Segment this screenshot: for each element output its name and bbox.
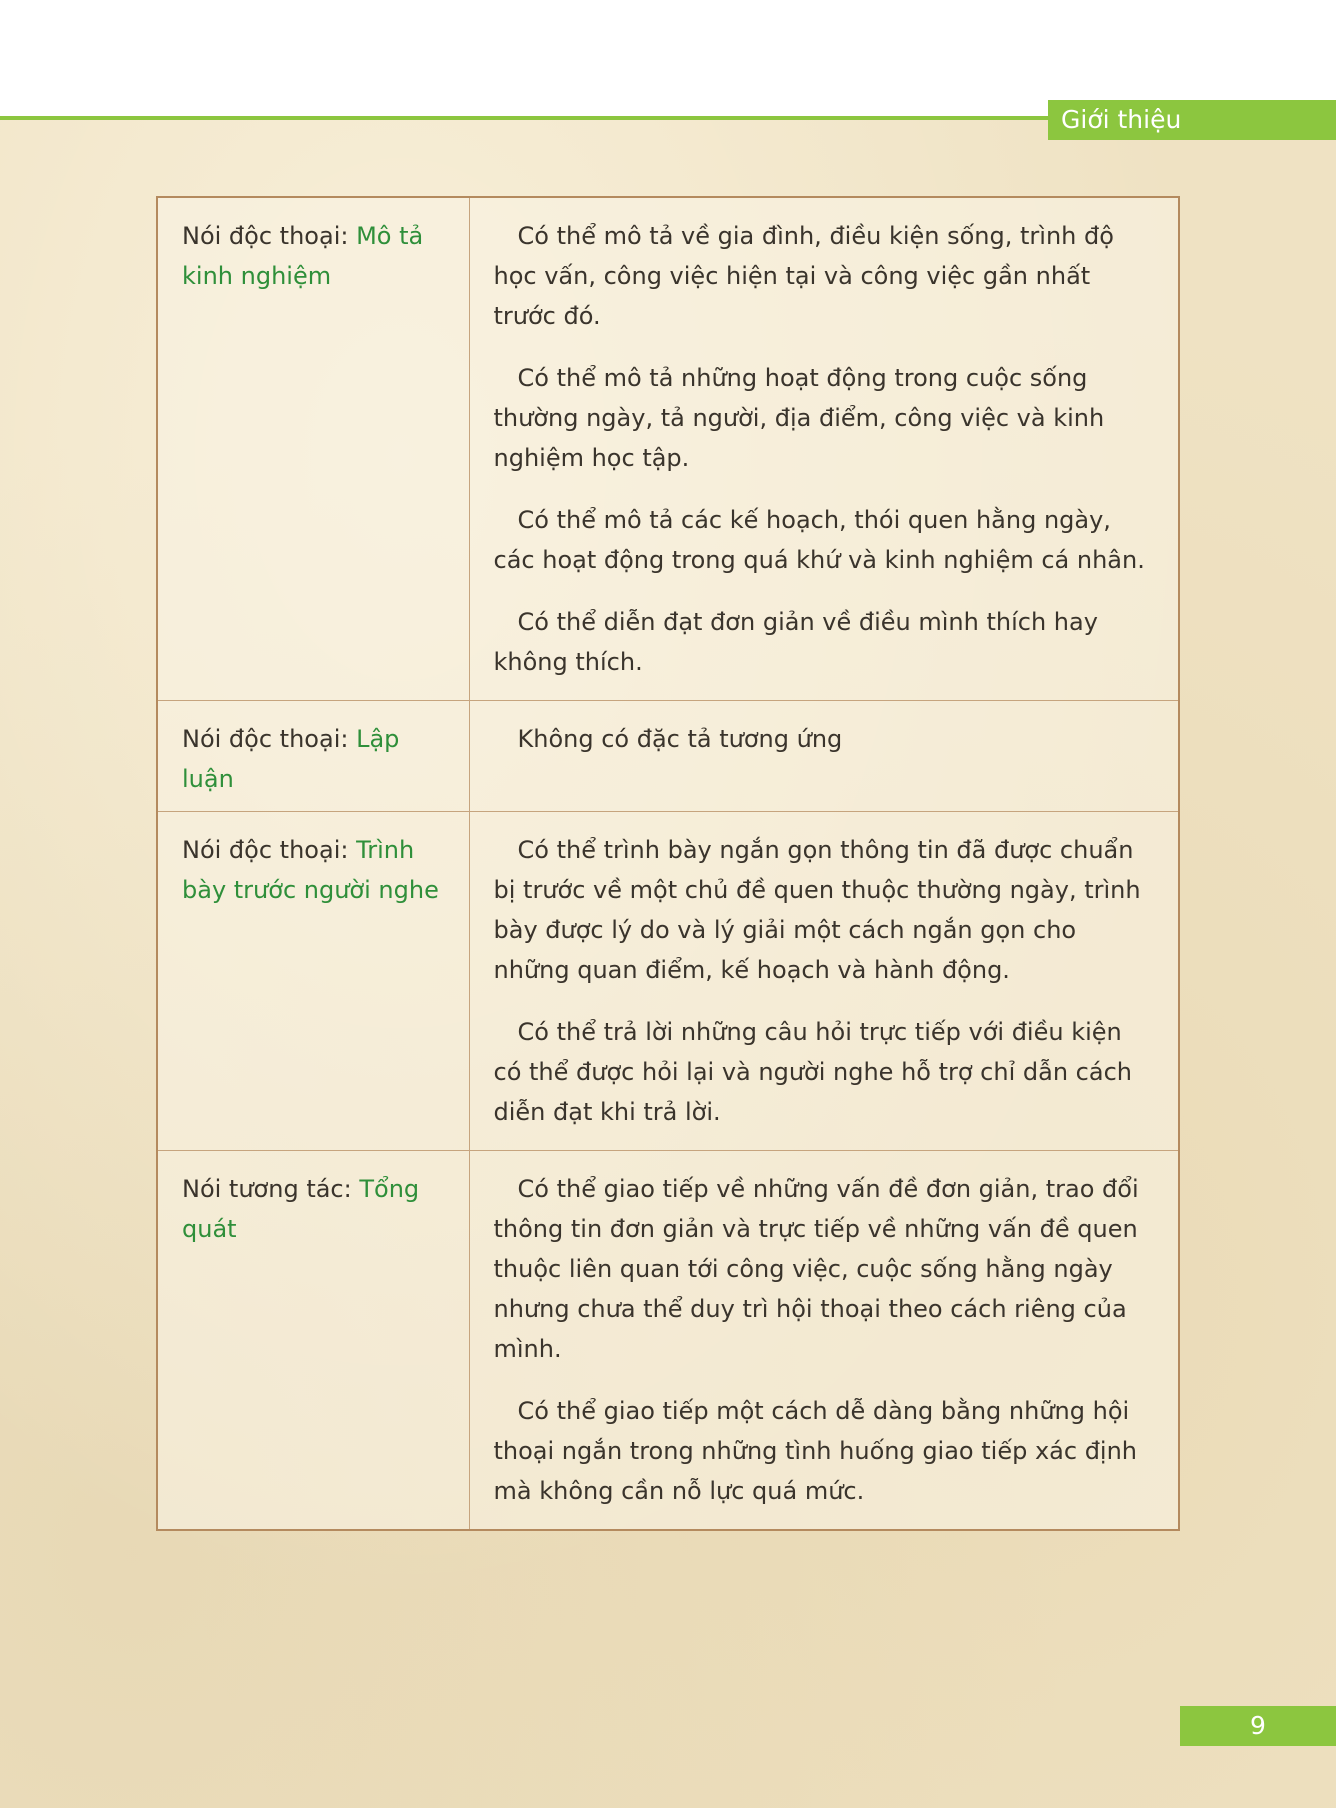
label-highlight: Mô tả kinh nghiệm — [182, 222, 424, 290]
description-paragraph: Có thể mô tả về gia đình, điều kiện sống, trình độ học vấn, công việc hiện tại và công việc gần nhất trước đó. — [493, 222, 1114, 330]
row-label — [157, 812, 469, 1151]
label-prefix: Nói độc thoại: — [182, 222, 357, 250]
label-highlight: Trình bày trước người nghe — [182, 836, 439, 904]
table-row — [157, 812, 1179, 1151]
row-description — [469, 197, 1179, 701]
label-prefix: Nói tương tác: — [182, 1175, 360, 1203]
row-description — [469, 701, 1179, 812]
description-paragraph: Có thể trình bày ngắn gọn thông tin đã được chuẩn bị trước về một chủ đề quen thuộc thường ngày, trình bày được lý do và lý giải một cách ngắn gọn cho những quan điểm, kế hoạch và hành động. — [493, 836, 1141, 984]
row-description — [469, 812, 1179, 1151]
label-highlight: Tổng quát — [182, 1175, 420, 1243]
table-row — [157, 1151, 1179, 1531]
row-label — [157, 1151, 469, 1531]
description-paragraph: Có thể trả lời những câu hỏi trực tiếp với điều kiện có thể được hỏi lại và người nghe hỗ trợ chỉ dẫn cách diễn đạt khi trả lời. — [493, 1018, 1132, 1126]
label-highlight: Lập luận — [182, 725, 400, 793]
description-paragraph: Có thể mô tả những hoạt động trong cuộc sống thường ngày, tả người, địa điểm, công việc và kinh nghiệm học tập. — [493, 364, 1105, 472]
description-paragraph: Có thể diễn đạt đơn giản về điều mình thích hay không thích. — [493, 608, 1098, 676]
label-prefix: Nói độc thoại: — [182, 836, 357, 864]
row-description — [469, 1151, 1179, 1531]
header-rule — [0, 116, 1048, 120]
label-prefix: Nói độc thoại: — [182, 725, 357, 753]
competency-table — [156, 196, 1180, 1531]
description-paragraph: Có thể giao tiếp một cách dễ dàng bằng những hội thoại ngắn trong những tình huống giao tiếp xác định mà không cần nỗ lực quá mức. — [493, 1397, 1138, 1505]
table-row — [157, 197, 1179, 701]
table-row — [157, 701, 1179, 812]
page-number: 9 — [1180, 1706, 1336, 1746]
description-paragraph: Có thể giao tiếp về những vấn đề đơn giản, trao đổi thông tin đơn giản và trực tiếp về những vấn đề quen thuộc liên quan tới công việc, cuộc sống hằng ngày nhưng chưa thể duy trì hội thoại theo cách riêng của mình. — [493, 1175, 1139, 1363]
section-label: Giới thiệu — [1048, 100, 1336, 140]
row-label — [157, 701, 469, 812]
description-paragraph: Có thể mô tả các kế hoạch, thói quen hằng ngày, các hoạt động trong quá khứ và kinh nghiệm cá nhân. — [493, 506, 1145, 574]
row-label — [157, 197, 469, 701]
description-paragraph: Không có đặc tả tương ứng — [517, 725, 843, 753]
